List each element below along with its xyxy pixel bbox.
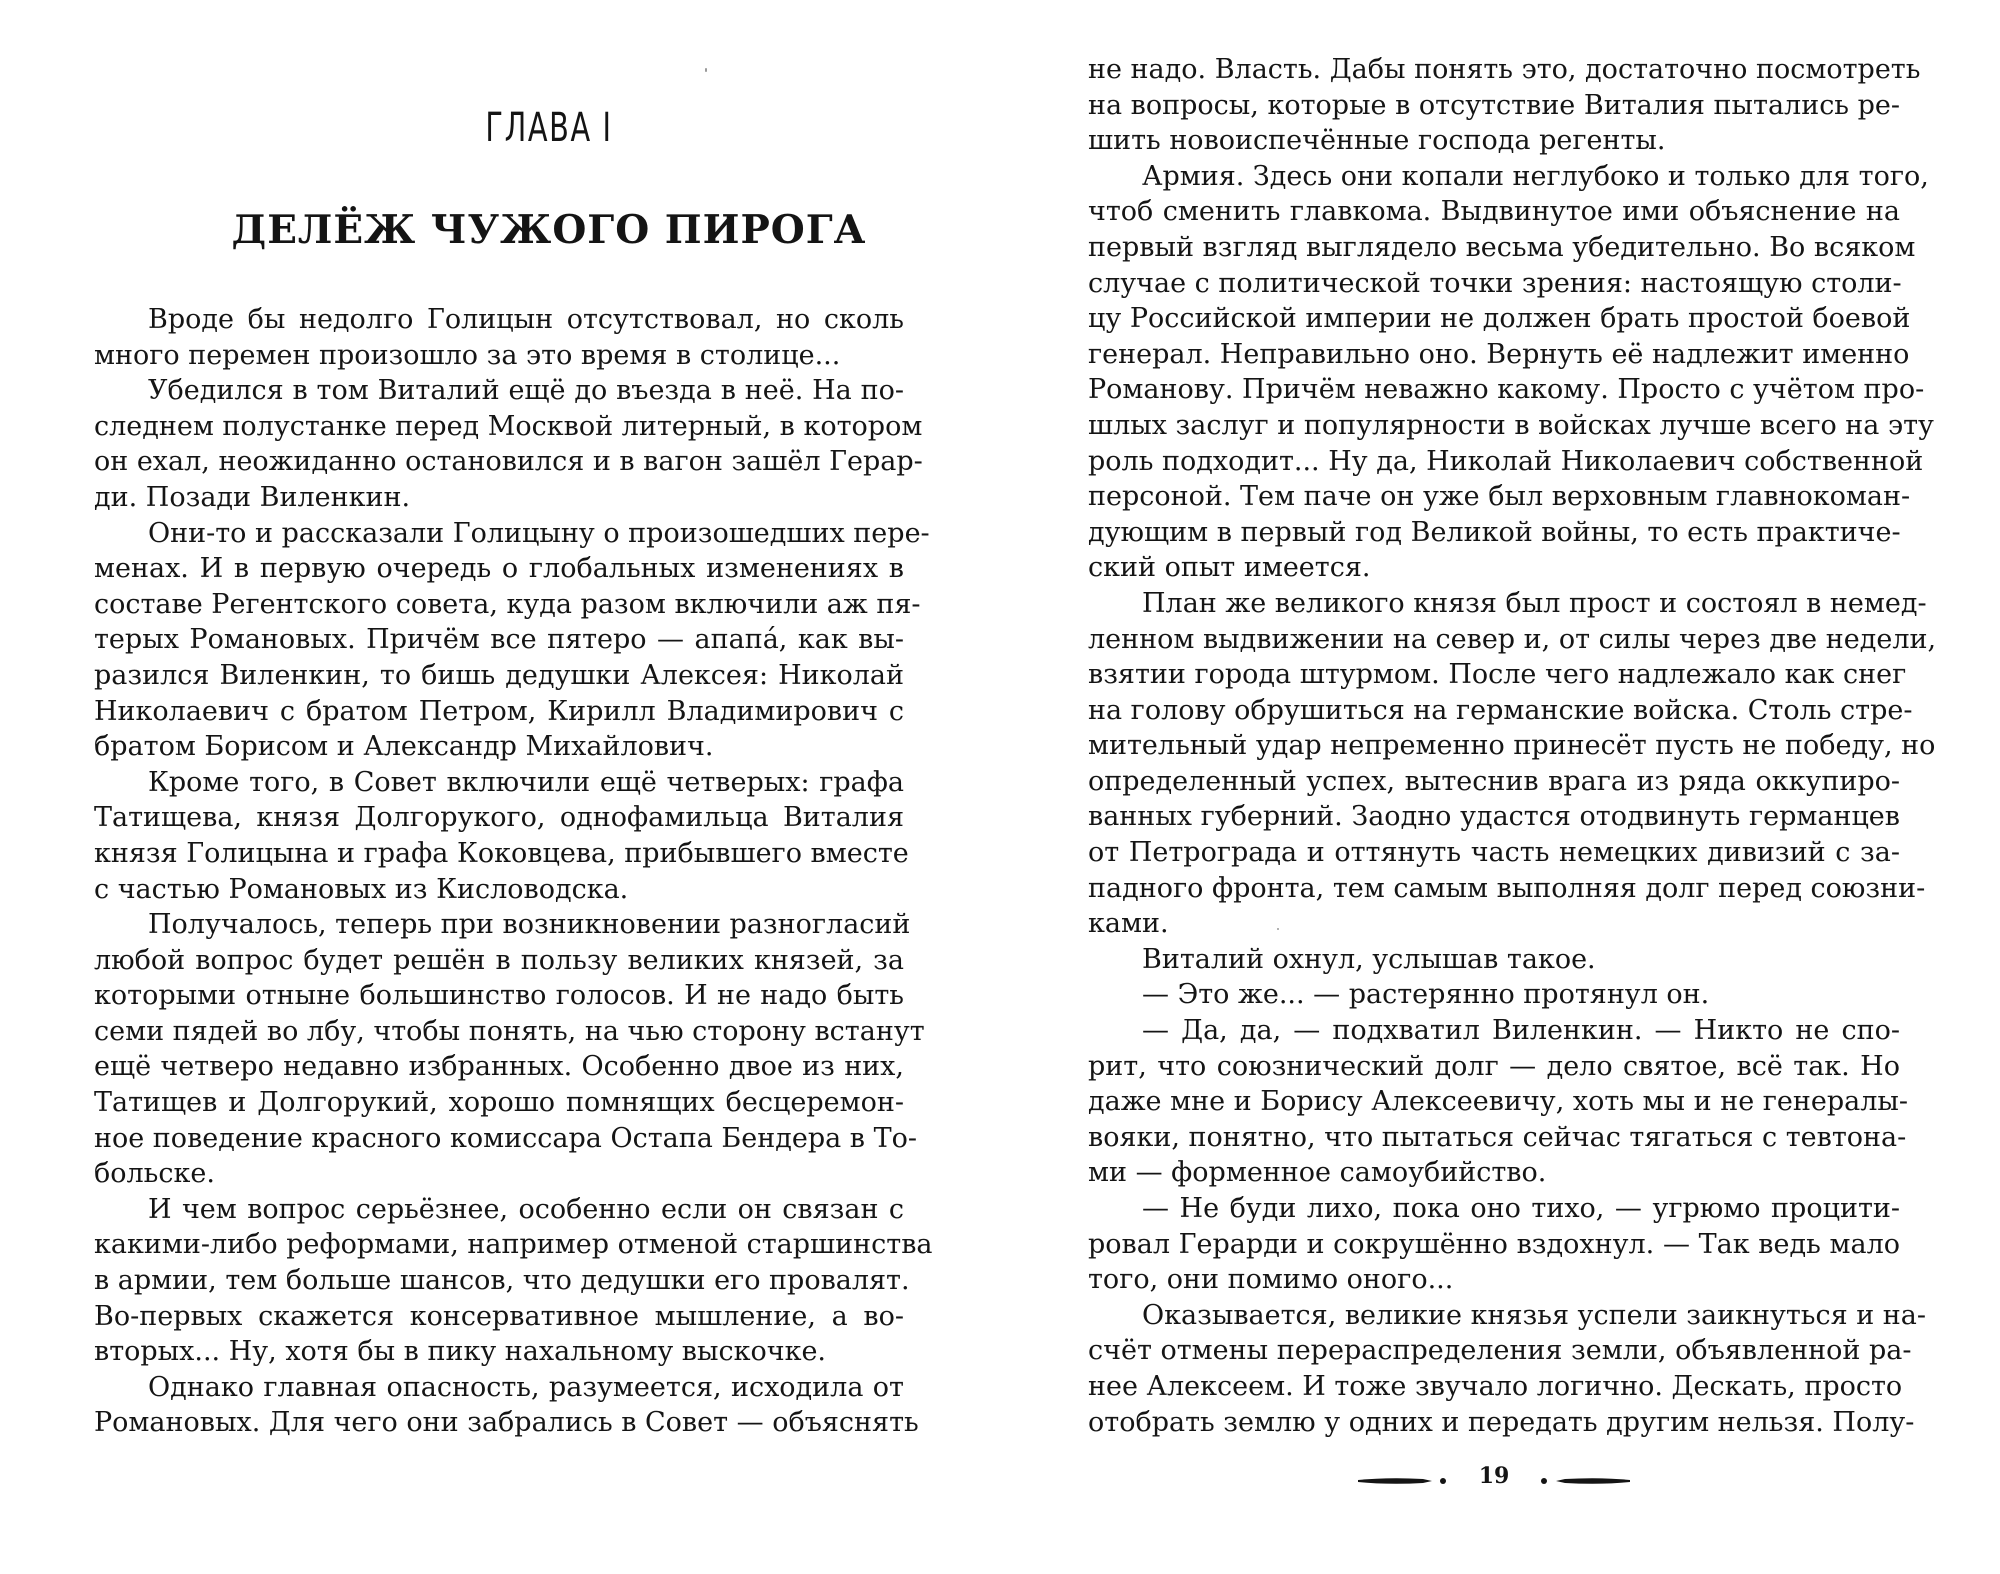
paragraph xyxy=(1088,942,1900,978)
paragraph xyxy=(94,1370,919,1441)
text-line: даже мне и Борису Алексеевичу, хоть мы и не генералы- xyxy=(1088,1086,1909,1118)
page-number: 19 xyxy=(1478,1463,1510,1489)
text-line: — Это же... — растерянно протянул он. xyxy=(1142,979,1710,1011)
text-line: ди. Позади Виленкин. xyxy=(94,481,411,513)
text-line: — Да, да, — подхватил Виленкин. — Никто не спо- xyxy=(1142,1015,1900,1047)
text-line: дующим в первый год Великой войны, то есть практиче- xyxy=(1088,516,1901,548)
text-line: которыми отныне большинство голосов. И не надо быть xyxy=(94,980,904,1012)
text-line: Николаевич с братом Петром, Кирилл Владимирович с xyxy=(94,695,904,727)
text-line: следнем полустанке перед Москвой литерный, в котором xyxy=(94,410,923,442)
text-line: менах. И в первую очередь о глобальных изменениях в xyxy=(94,553,904,585)
text-line: братом Борисом и Александр Михайлович. xyxy=(94,731,714,763)
paragraph xyxy=(1088,586,1937,942)
text-line: ми — форменное самоубийство. xyxy=(1088,1157,1547,1189)
text-line: Виталий охнул, услышав такое. xyxy=(1142,943,1596,975)
text-line: падного фронта, тем самым выполняя долг перед союзни- xyxy=(1088,872,1926,904)
text-line: Татищева, князя Долгорукого, однофамильца Виталия xyxy=(94,802,904,834)
text-line: роль подходит... Ну да, Николай Николаевич собственной xyxy=(1088,445,1924,477)
text-line: на голову обрушиться на германские войска. Столь стре- xyxy=(1088,694,1913,726)
text-line: шлых заслуг и популярности в войсках лучше всего на эту xyxy=(1088,409,1934,441)
text-line: на вопросы, которые в отсутствие Виталия пытались ре- xyxy=(1088,89,1900,121)
text-line: взятии города штурмом. После чего надлежало как снег xyxy=(1088,659,1907,691)
right-page xyxy=(1088,52,1937,1542)
text-line: вторых... Ну, хотя бы в пику нахальному выскочке. xyxy=(94,1336,827,1368)
text-line: мительный удар непременно принесёт пусть не победу, но xyxy=(1088,730,1936,762)
text-line: ский опыт имеется. xyxy=(1088,552,1371,584)
text-line: ровал Герарди и сокрушённо вздохнул. — Так ведь мало xyxy=(1088,1228,1900,1260)
left-page-body xyxy=(94,302,933,1441)
text-line: нее Алексеем. И тоже звучало логично. Дескать, просто xyxy=(1088,1370,1903,1402)
text-line: Они-то и рассказали Голицыну о произошедших пере- xyxy=(148,517,930,549)
paragraph xyxy=(1088,1191,1900,1298)
text-line: ками. xyxy=(1088,908,1169,940)
text-line: любой вопрос будет решён в пользу великих князей, за xyxy=(94,944,904,976)
text-line: ленном выдвижении на север и, от силы через две недели, xyxy=(1088,623,1937,655)
text-line: счёт отмены перераспределения земли, объявленной ра- xyxy=(1088,1335,1912,1367)
text-line: Романову. Причём неважно какому. Просто с учётом про- xyxy=(1088,374,1925,406)
text-line: Однако главная опасность, разумеется, исходила от xyxy=(148,1371,904,1403)
text-line: первый взгляд выглядело весьма убедительно. Во всяком xyxy=(1088,231,1916,263)
text-line: того, они помимо оного... xyxy=(1088,1264,1454,1296)
paragraph xyxy=(1088,159,1934,586)
text-line: не надо. Власть. Дабы понять это, достаточно посмотреть xyxy=(1088,54,1921,85)
text-line: ное поведение красного комиссара Остапа Бендера в То- xyxy=(94,1122,917,1154)
text-line: от Петрограда и оттянуть часть немецких дивизий с за- xyxy=(1088,837,1900,869)
text-line: ещё четверо недавно избранных. Особенно двое из них, xyxy=(94,1051,904,1083)
left-page xyxy=(94,60,933,1540)
text-line: князя Голицына и графа Коковцева, прибывшего вместе xyxy=(94,837,909,869)
text-line: персоной. Тем паче он уже был верховным главнокоман- xyxy=(1088,481,1911,513)
text-line: План же великого князя был прост и состоял в немед- xyxy=(1142,587,1927,619)
text-line: рит, что союзнический долг — дело святое, всё так. Но xyxy=(1088,1050,1900,1082)
text-line: составе Регентского совета, куда разом включили аж пя- xyxy=(94,588,921,620)
text-line: случае с политической точки зрения: настоящую столи- xyxy=(1088,267,1902,299)
text-line: шить новоиспечённые господа регенты. xyxy=(1088,125,1666,157)
text-line: Получалось, теперь при возникновении разногласий xyxy=(148,909,911,941)
paragraph xyxy=(1088,977,1900,1013)
paragraph xyxy=(94,765,909,907)
text-line: с частью Романовых из Кисловодска. xyxy=(94,873,629,905)
paragraph xyxy=(94,516,930,765)
paragraph xyxy=(94,302,904,373)
text-line: семи пядей во лбу, чтобы понять, на чью сторону встанут xyxy=(94,1015,925,1047)
text-line: Романовых. Для чего они забрались в Совет — объяснять xyxy=(94,1407,919,1439)
chapter-label: ГЛАВА I xyxy=(485,105,613,151)
text-line: цу Российской империи не должен брать простой боевой xyxy=(1088,303,1911,335)
text-line: разился Виленкин, то бишь дедушки Алексея: Николай xyxy=(94,659,904,691)
text-line: много перемен произошло за это время в столице... xyxy=(94,339,841,371)
paragraph xyxy=(1088,52,1921,159)
paragraph xyxy=(94,907,925,1192)
text-line: Армия. Здесь они копали неглубоко и только для того, xyxy=(1142,160,1929,192)
text-line: отобрать землю у одних и передать другим нельзя. Полу- xyxy=(1088,1406,1915,1438)
right-page-body xyxy=(1088,52,1937,1440)
text-line: генерал. Неправильно оно. Вернуть её надлежит именно xyxy=(1088,338,1910,370)
text-line: Татищев и Долгорукий, хорошо помнящих бесцеремон- xyxy=(94,1087,904,1119)
text-line: Вроде бы недолго Голицын отсутствовал, но сколь xyxy=(148,304,904,335)
text-line: Во-первых скажется консервативное мышление, а во- xyxy=(94,1300,904,1332)
chapter-title: ДЕЛЁЖ ЧУЖОГО ПИРОГА xyxy=(231,207,867,253)
text-line: какими-либо реформами, например отменой старшинства xyxy=(94,1229,933,1261)
text-line: в армии, тем больше шансов, что дедушки его провалят. xyxy=(94,1265,910,1297)
text-line: И чем вопрос серьёзнее, особенно если он связан с xyxy=(148,1193,904,1225)
paragraph xyxy=(94,1192,933,1370)
text-line: чтоб сменить главкома. Выдвинутое ими объяснение на xyxy=(1088,196,1900,228)
text-line: терых Романовых. Причём все пятеро — апапа́, как вы- xyxy=(94,624,904,656)
text-line: ванных губерний. Заодно удастся отодвинуть германцев xyxy=(1088,801,1900,833)
text-line: вояки, понятно, что пытаться сейчас тягаться с тевтона- xyxy=(1088,1121,1907,1153)
text-line: определенный успех, вытеснив врага из ряда оккупиро- xyxy=(1088,765,1900,797)
text-line: Кроме того, в Совет включили ещё четверых: графа xyxy=(148,766,904,798)
paragraph xyxy=(94,373,923,515)
text-line: Оказывается, великие князья успели заикнуться и на- xyxy=(1142,1299,1927,1331)
text-line: больске. xyxy=(94,1158,215,1190)
text-line: Убедился в том Виталий ещё до въезда в неё. На по- xyxy=(148,375,904,407)
page-footer xyxy=(1088,1461,1900,1501)
text-line: он ехал, неожиданно остановился и в вагон зашёл Герар- xyxy=(94,446,923,478)
paragraph xyxy=(1088,1298,1927,1440)
text-line: — Не буди лихо, пока оно тихо, — угрюмо процити- xyxy=(1142,1193,1900,1224)
paragraph xyxy=(1088,1013,1909,1191)
